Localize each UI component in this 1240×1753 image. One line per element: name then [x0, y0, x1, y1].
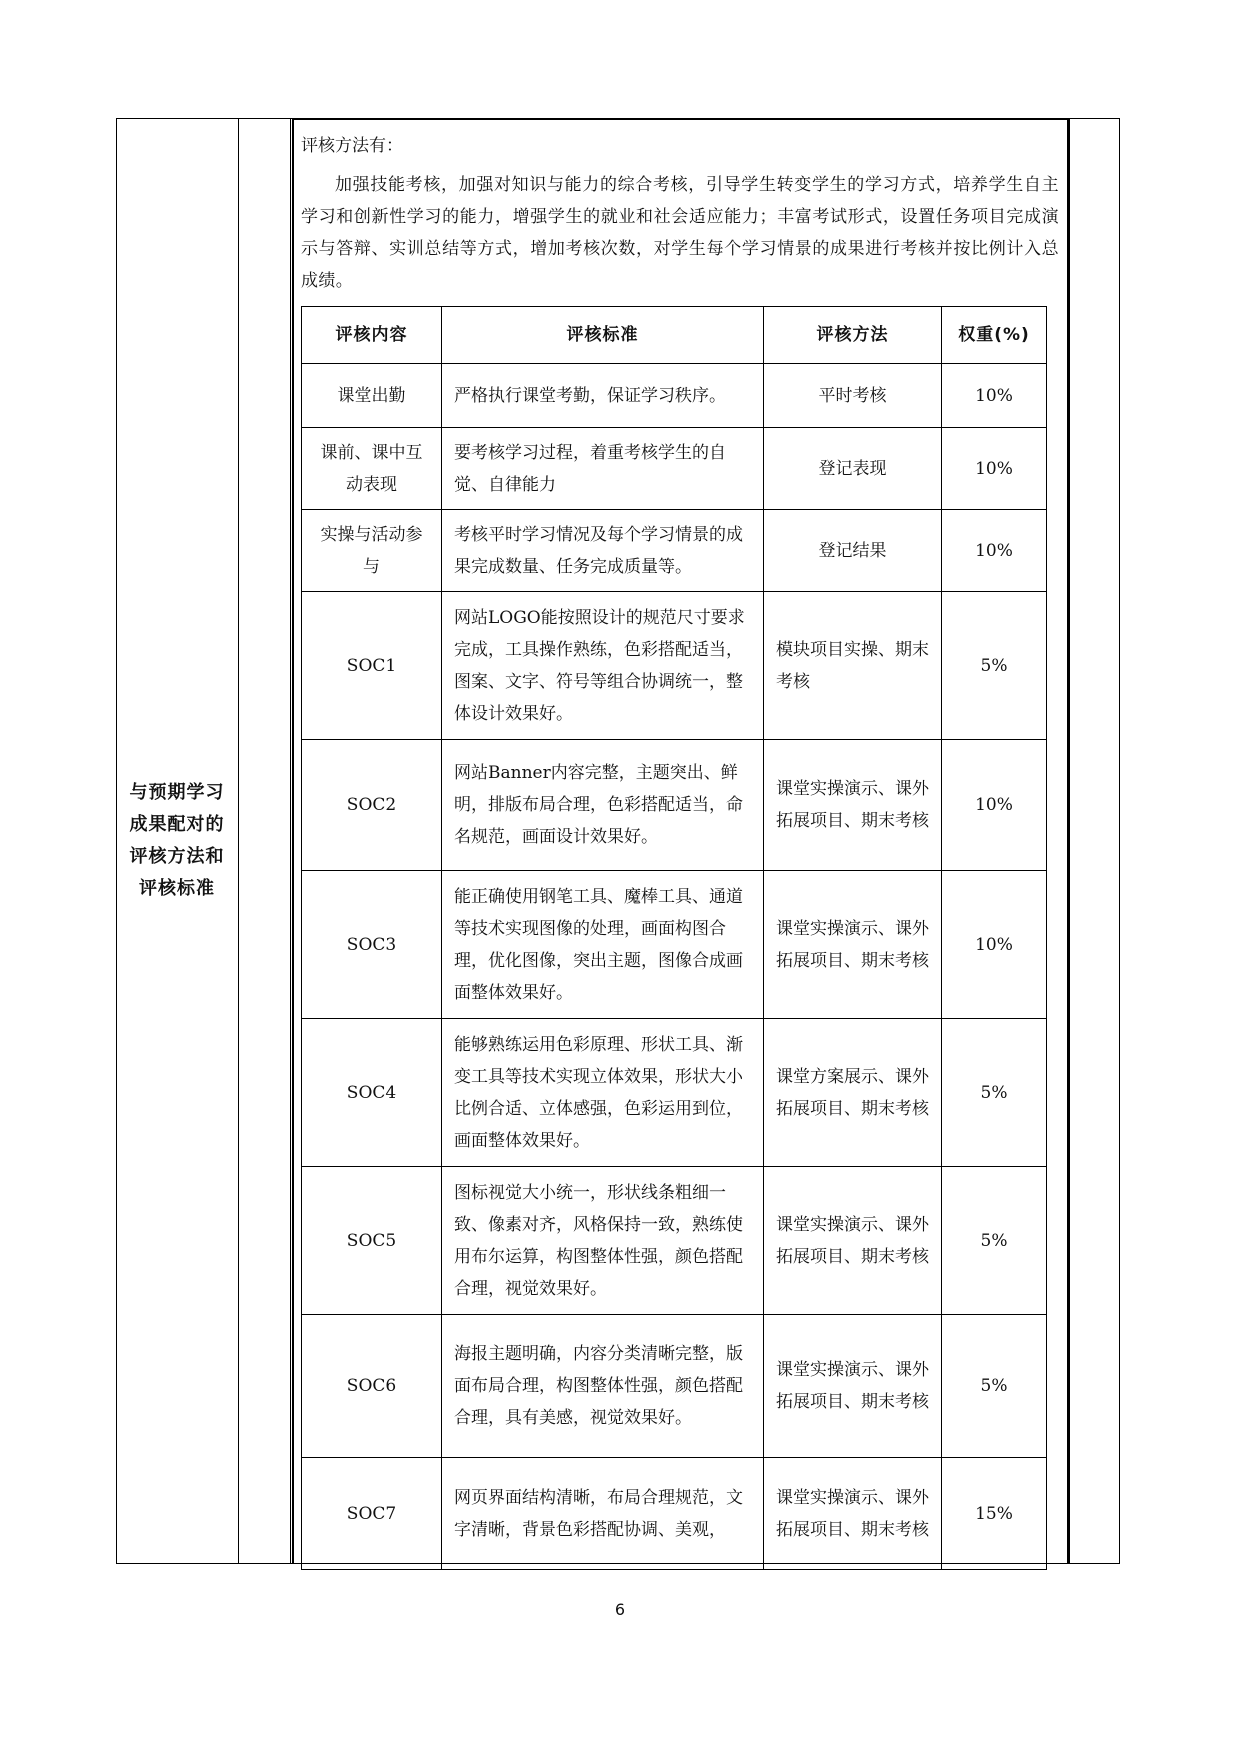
- cell-item: SOC6: [302, 1315, 442, 1458]
- header-method: 评核方法: [764, 307, 942, 364]
- table-row: [302, 1458, 1047, 1570]
- table-row: [302, 364, 1047, 428]
- cell-item: SOC1: [302, 592, 442, 740]
- cell-item: SOC3: [302, 871, 442, 1019]
- cell-criteria: 网页界面结构清晰，布局合理规范，文字清晰，背景色彩搭配协调、美观，: [442, 1458, 764, 1570]
- table-row: [302, 1019, 1047, 1167]
- cell-method: 平时考核: [764, 364, 942, 428]
- cell-weight: 15%: [942, 1458, 1047, 1570]
- cell-method: 课堂实操演示、课外拓展项目、期末考核: [764, 1167, 942, 1315]
- intro-paragraph: 加强技能考核，加强对知识与能力的综合考核，引导学生转变学生的学习方式，培养学生自主学习和创新性学习的能力，增强学生的就业和社会适应能力；丰富考试形式，设置任务项目完成演示与答辩、实训总结等方式，增加考核次数，对学生每个学习情景的成果进行考核并按比例计入总成绩。: [301, 175, 1059, 291]
- cell-weight: 10%: [942, 364, 1047, 428]
- header-item: 评核内容: [302, 307, 442, 364]
- cell-item: 课前、课中互动表现: [302, 428, 442, 510]
- header-weight: 权重(%): [942, 307, 1047, 364]
- cell-weight: 10%: [942, 871, 1047, 1019]
- cell-method: 课堂实操演示、课外拓展项目、期末考核: [764, 871, 942, 1019]
- cell-criteria: 海报主题明确，内容分类清晰完整，版面布局合理，构图整体性强，颜色搭配合理，具有美感，视觉效果好。: [442, 1315, 764, 1458]
- cell-method: 登记表现: [764, 428, 942, 510]
- cell-item: 实操与活动参与: [302, 510, 442, 592]
- intro-title: 评核方法有：: [301, 136, 403, 156]
- cell-item: SOC7: [302, 1458, 442, 1570]
- cell-method: 课堂方案展示、课外拓展项目、期末考核: [764, 1019, 942, 1167]
- table-row: [302, 592, 1047, 740]
- cell-method: 登记结果: [764, 510, 942, 592]
- table-row: [302, 1167, 1047, 1315]
- cell-criteria: 网站LOGO能按照设计的规范尺寸要求完成，工具操作熟练，色彩搭配适当，图案、文字、符号等组合协调统一，整体设计效果好。: [442, 592, 764, 740]
- cell-weight: 10%: [942, 510, 1047, 592]
- table-row: [302, 1315, 1047, 1458]
- cell-method: 课堂实操演示、课外拓展项目、期末考核: [764, 1315, 942, 1458]
- cell-item: 课堂出勤: [302, 364, 442, 428]
- cell-criteria: 图标视觉大小统一，形状线条粗细一致、像素对齐，风格保持一致，熟练使用布尔运算，构图整体性强，颜色搭配合理，视觉效果好。: [442, 1167, 764, 1315]
- cell-weight: 10%: [942, 740, 1047, 871]
- row-label: 与预期学习成果配对的评核方法和评核标准: [129, 782, 225, 899]
- column-divider-2: [290, 118, 291, 1564]
- table-row: [302, 428, 1047, 510]
- cell-weight: 5%: [942, 1019, 1047, 1167]
- cell-method: 课堂实操演示、课外拓展项目、期末考核: [764, 1458, 942, 1570]
- cell-weight: 5%: [942, 1167, 1047, 1315]
- header-criteria: 评核标准: [442, 307, 764, 364]
- table-row: [302, 871, 1047, 1019]
- cell-criteria: 能正确使用钢笔工具、魔棒工具、通道等技术实现图像的处理，画面构图合理，优化图像，突出主题，图像合成画面整体效果好。: [442, 871, 764, 1019]
- cell-criteria: 网站Banner内容完整，主题突出、鲜明，排版布局合理，色彩搭配适当，命名规范，画面设计效果好。: [442, 740, 764, 871]
- cell-criteria: 能够熟练运用色彩原理、形状工具、渐变工具等技术实现立体效果，形状大小比例合适、立体感强，色彩运用到位，画面整体效果好。: [442, 1019, 764, 1167]
- cell-criteria: 考核平时学习情况及每个学习情景的成果完成数量、任务完成质量等。: [442, 510, 764, 592]
- assessment-table: [301, 306, 1047, 1570]
- cell-item: SOC4: [302, 1019, 442, 1167]
- cell-weight: 5%: [942, 592, 1047, 740]
- page-number: 6: [614, 1600, 626, 1619]
- row-label-cell: [116, 118, 238, 1564]
- cell-criteria: 要考核学习过程，着重考核学生的自觉、自律能力: [442, 428, 764, 510]
- table-row: [302, 510, 1047, 592]
- table-header-row: [302, 307, 1047, 364]
- cell-item: SOC2: [302, 740, 442, 871]
- cell-weight: 10%: [942, 428, 1047, 510]
- cell-item: SOC5: [302, 1167, 442, 1315]
- cell-criteria: 严格执行课堂考勤，保证学习秩序。: [442, 364, 764, 428]
- cell-weight: 5%: [942, 1315, 1047, 1458]
- column-divider-3: [1069, 118, 1070, 1564]
- column-divider-1: [238, 118, 239, 1564]
- table-row: [302, 740, 1047, 871]
- cell-method: 模块项目实操、期末考核: [764, 592, 942, 740]
- cell-method: 课堂实操演示、课外拓展项目、期末考核: [764, 740, 942, 871]
